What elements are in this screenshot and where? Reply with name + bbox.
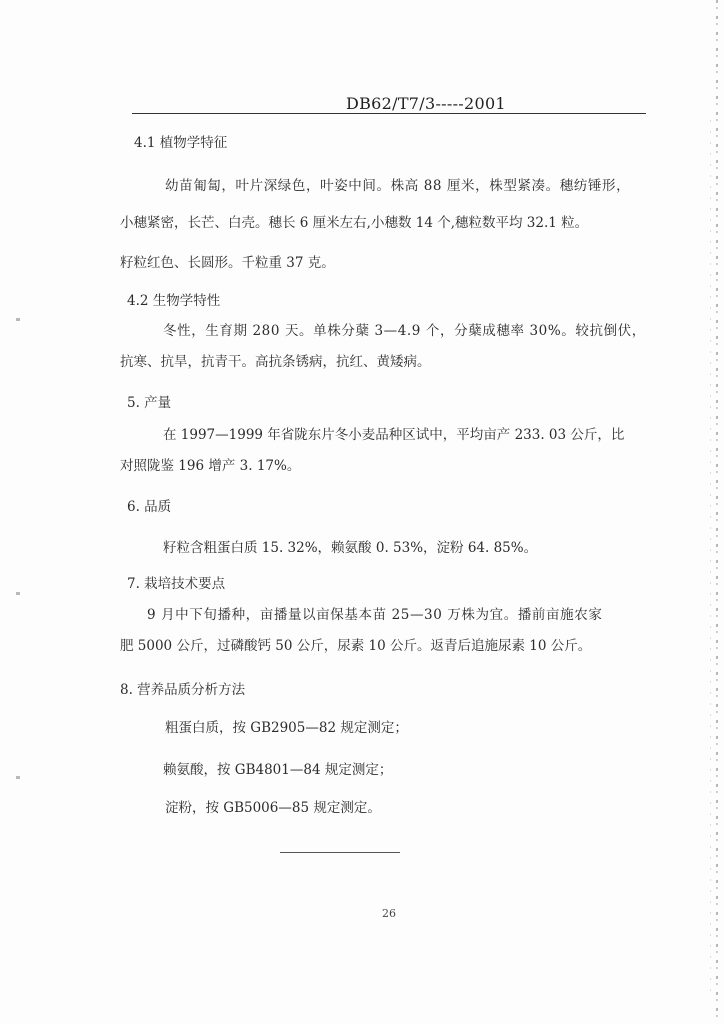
end-rule (280, 852, 400, 853)
header-rule (132, 113, 646, 114)
paragraph-line: 肥 5000 公斤，过磷酸钙 50 公斤，尿素 10 公斤。返青后追施尿素 10 公斤。 (120, 638, 592, 654)
paragraph-line: 在 1997—1999 年省陇东片冬小麦品种区试中，平均亩产 233. 03 公斤，比 (163, 427, 625, 443)
section-heading: 4.1 植物学特征 (134, 135, 228, 151)
paragraph-line: 幼苗匍匐，叶片深绿色，叶姿中间。株高 88 厘米，株型紧凑。穗纺锤形， (165, 178, 631, 194)
page-number: 26 (382, 907, 396, 920)
paragraph-line: 9 月中下旬播种，亩播量以亩保基本苗 25—30 万株为宜。播前亩施农家 (147, 607, 603, 623)
section-heading: 8. 营养品质分析方法 (120, 682, 246, 698)
scan-edge-artifact (716, 0, 718, 1024)
scan-edge-artifact-inner (710, 120, 711, 1000)
scan-speck (16, 776, 20, 779)
standard-code: DB62/T7/3-----2001 (346, 94, 506, 113)
section-heading: 6. 品质 (127, 499, 172, 515)
paragraph-line: 籽粒红色、长圆形。千粒重 37 克。 (120, 255, 335, 271)
section-heading: 5. 产量 (127, 395, 172, 411)
paragraph-line: 冬性，生育期 280 天。单株分蘖 3—4.9 个，分蘖成穗率 30%。较抗倒伏， (163, 323, 646, 339)
section-heading: 4.2 生物学特性 (127, 293, 221, 309)
scan-speck (16, 592, 20, 595)
section-heading: 7. 栽培技术要点 (127, 576, 226, 592)
method-line: 赖氨酸，按 GB4801—84 规定测定； (163, 762, 393, 778)
scan-speck (16, 318, 20, 321)
paragraph-line: 对照陇鉴 196 增产 3. 17%。 (120, 458, 301, 474)
method-line: 粗蛋白质，按 GB2905—82 规定测定； (165, 720, 408, 736)
method-line: 淀粉，按 GB5006—85 规定测定。 (165, 800, 381, 816)
page-header (132, 92, 646, 116)
paragraph-line: 小穗紧密，长芒、白壳。穗长 6 厘米左右,小穗数 14 个,穗粒数平均 32.1 粒。 (120, 215, 589, 231)
paragraph-line: 籽粒含粗蛋白质 15. 32%，赖氨酸 0. 53%，淀粉 64. 85%。 (163, 540, 538, 556)
paragraph-line: 抗寒、抗旱，抗青干。高抗条锈病，抗红、黄矮病。 (120, 354, 431, 370)
